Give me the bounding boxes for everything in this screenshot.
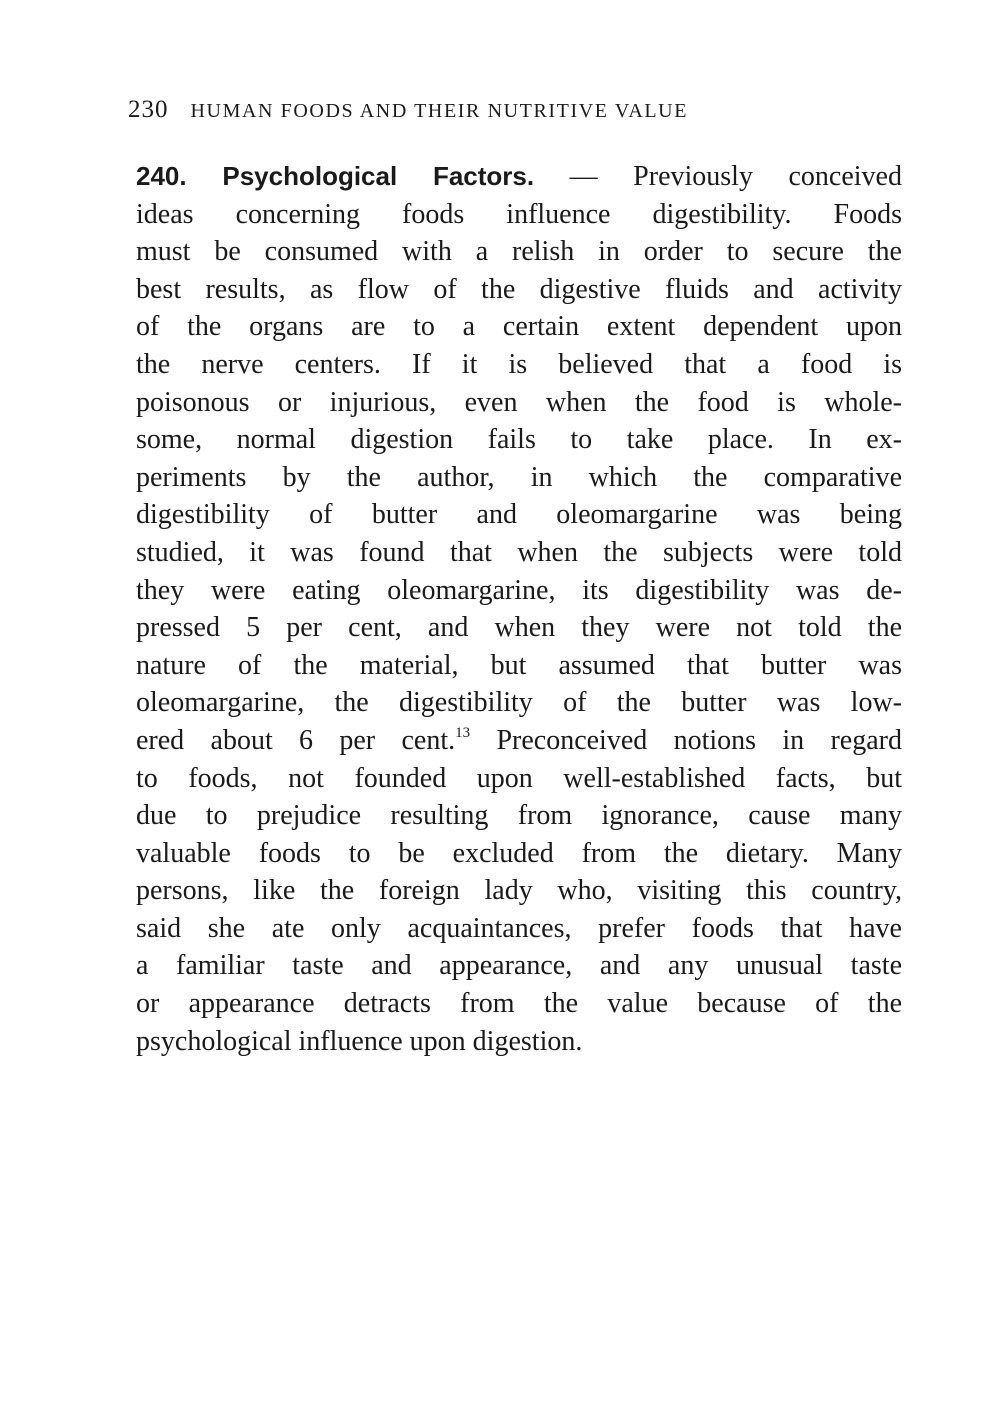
text-line: or appearance detracts from the value because of the xyxy=(136,988,902,1020)
text-line xyxy=(136,722,902,760)
text-line: digestibility of butter and oleomargarine was being xyxy=(136,499,902,531)
text-line-segment: — Previously conceived xyxy=(534,161,902,192)
text-line: to foods, not founded upon well-established facts, but xyxy=(136,762,902,794)
text-line: poisonous or injurious, even when the food is whole- xyxy=(136,386,902,418)
text-line: of the organs are to a certain extent dependent upon xyxy=(136,311,902,343)
text-line: studied, it was found that when the subjects were told xyxy=(136,536,902,568)
text-line-segment: ered about 6 per cent. xyxy=(136,724,456,756)
text-line: psychological influence upon digestion. xyxy=(136,1025,583,1057)
text-line: nature of the material, but assumed that butter was xyxy=(136,649,902,681)
section-heading: 240. Psychological Factors. xyxy=(136,161,535,191)
section-body xyxy=(136,158,902,1060)
text-line: periments by the author, in which the comparative xyxy=(136,461,902,493)
footnote-reference: 13 xyxy=(455,724,471,741)
text-line: they were eating oleomargarine, its digestibility was de- xyxy=(136,574,902,606)
text-line xyxy=(136,158,902,196)
text-line: oleomargarine, the digestibility of the butter was low- xyxy=(136,687,902,719)
text-line: the nerve centers. If it is believed that a food is xyxy=(136,348,902,380)
text-line: a familiar taste and appearance, and any unusual taste xyxy=(136,950,902,982)
page-number: 230 xyxy=(128,96,169,123)
text-line: said she ate only acquaintances, prefer foods that have xyxy=(136,912,902,944)
text-line: persons, like the foreign lady who, visiting this country, xyxy=(136,875,902,907)
text-line: best results, as flow of the digestive fluids and activity xyxy=(136,273,902,305)
text-line: valuable foods to be excluded from the dietary. Many xyxy=(136,837,902,869)
text-line: pressed 5 per cent, and when they were not told the xyxy=(136,612,902,644)
text-line: ideas concerning foods influence digestibility. Foods xyxy=(136,198,902,230)
running-head xyxy=(128,96,868,130)
running-title: HUMAN FOODS AND THEIR NUTRITIVE VALUE xyxy=(190,100,689,122)
text-line: due to prejudice resulting from ignorance, cause many xyxy=(136,800,902,832)
text-line-segment: Preconceived notions in regard xyxy=(470,724,902,756)
text-line: must be consumed with a relish in order to secure the xyxy=(136,236,902,268)
text-line: some, normal digestion fails to take place. In ex- xyxy=(136,424,902,456)
